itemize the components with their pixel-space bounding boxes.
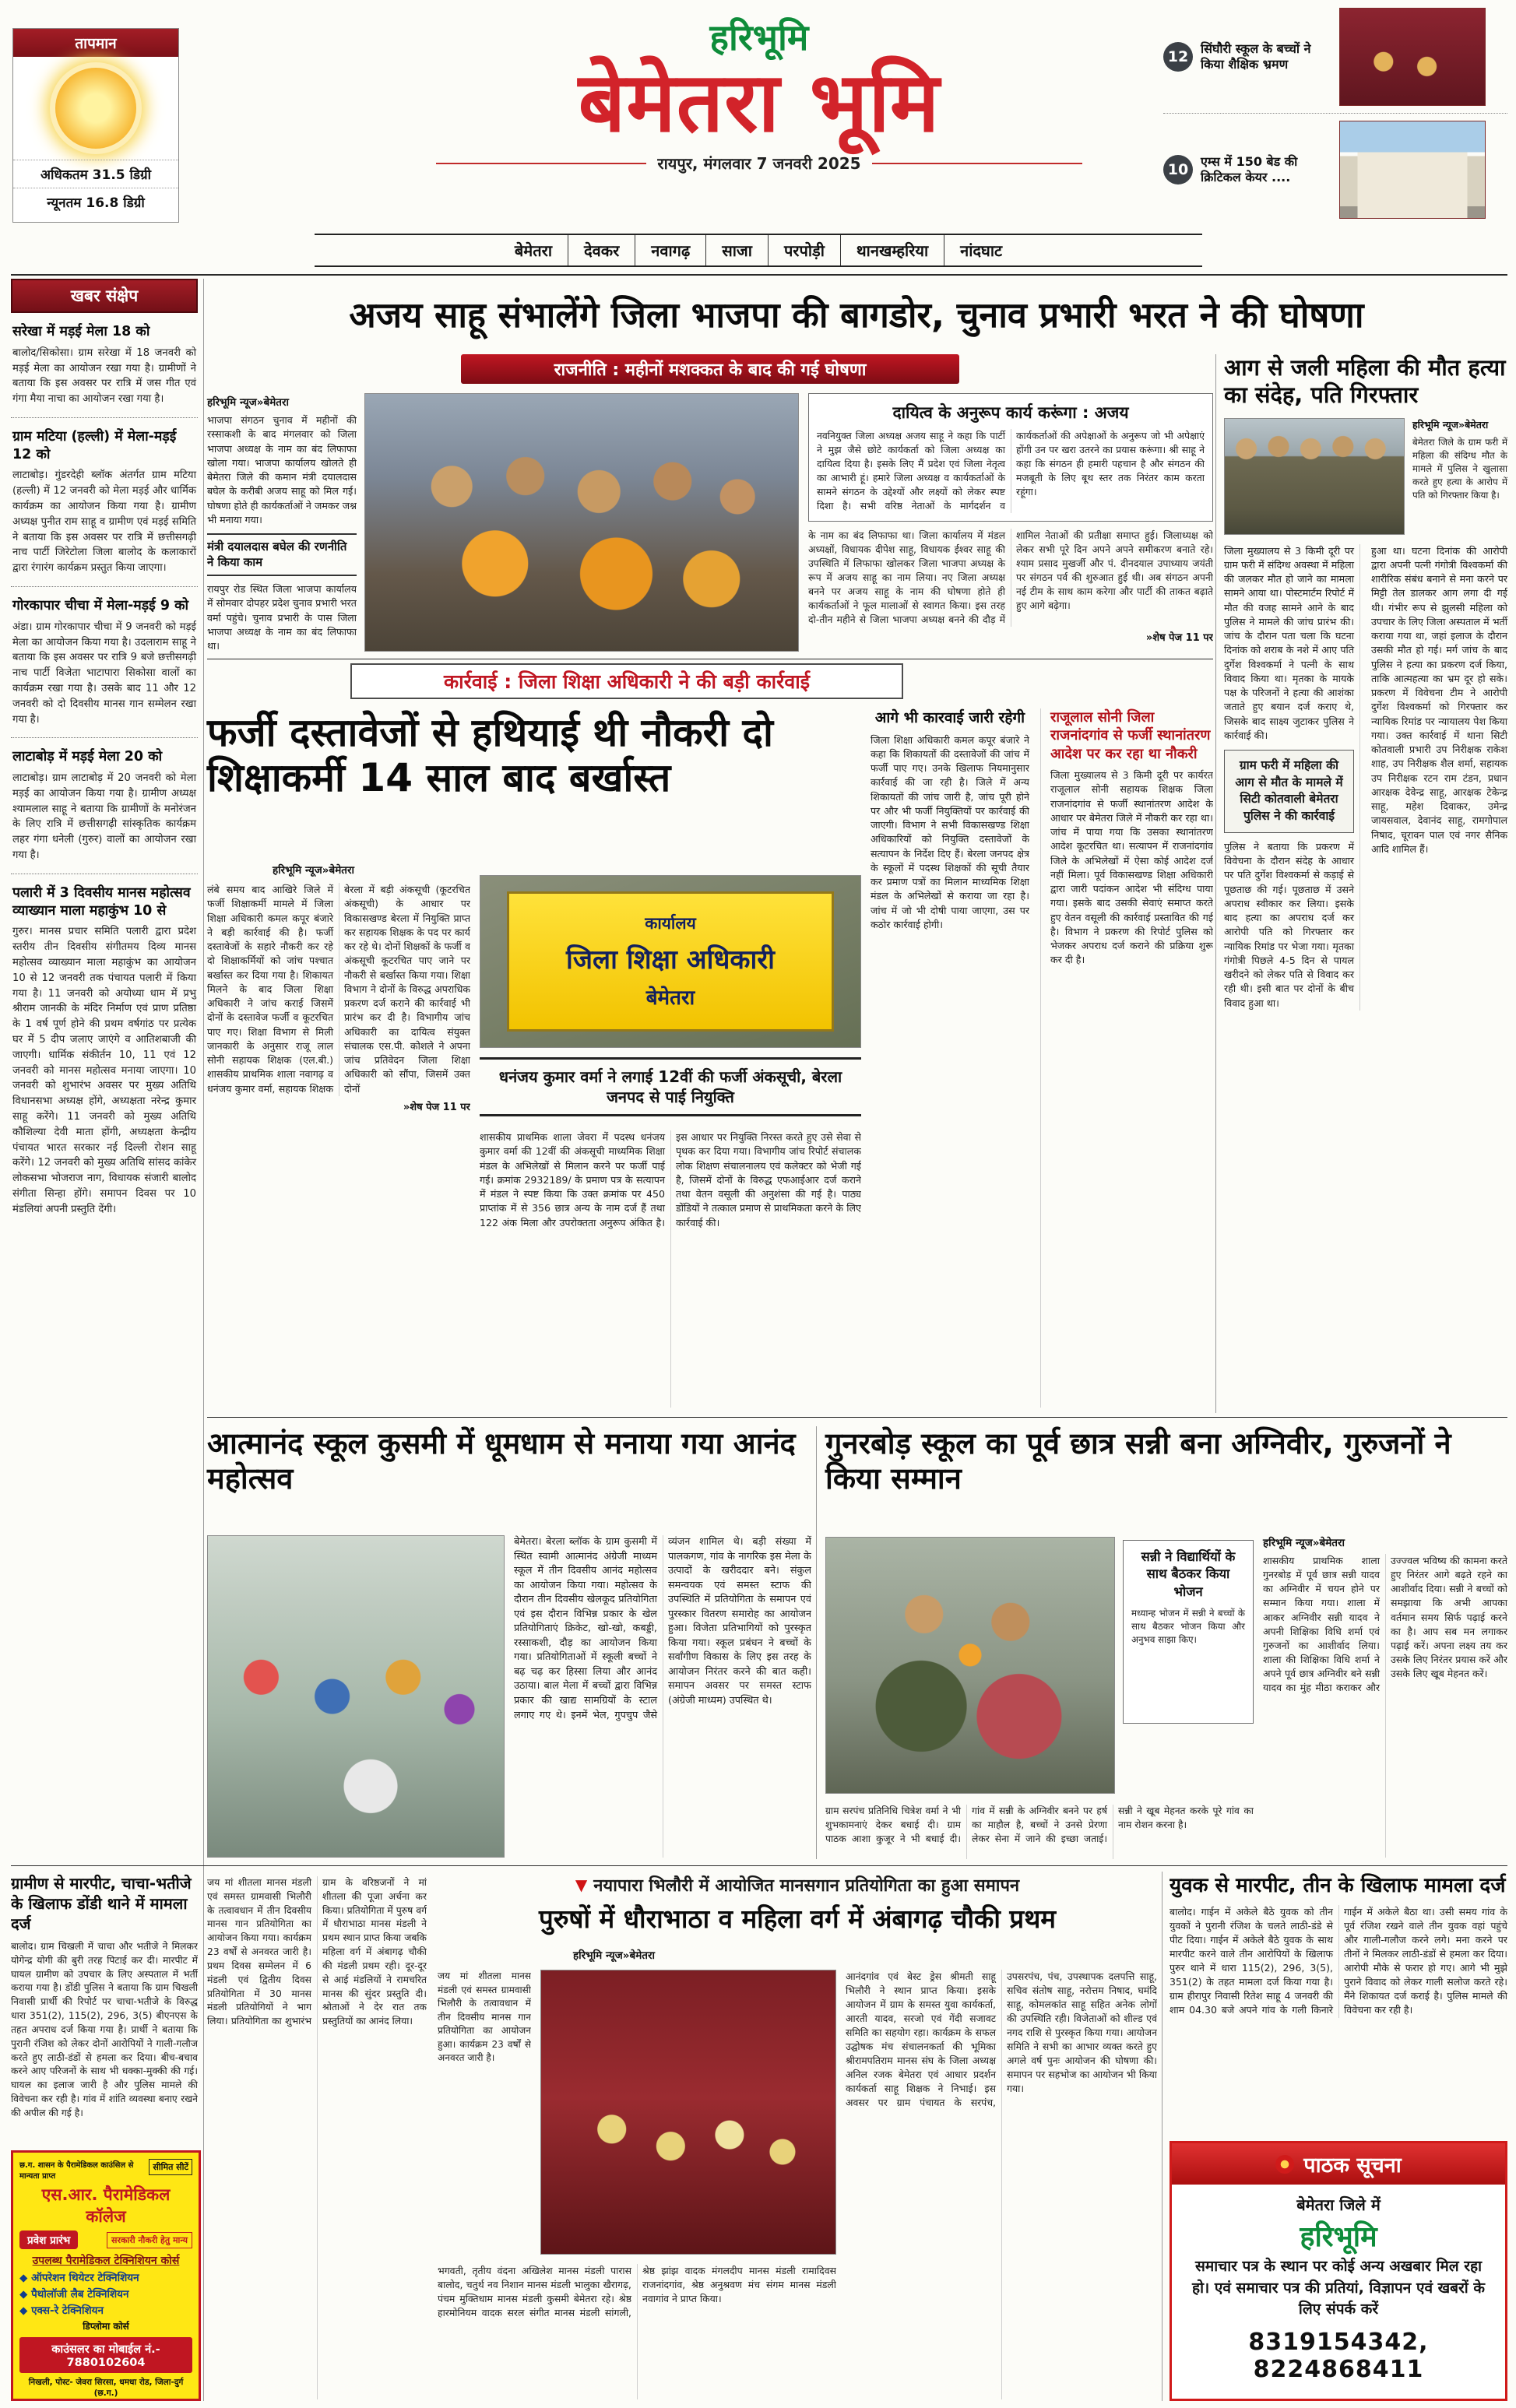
fakedocs-col-b xyxy=(1040,708,1213,1408)
reader-notice[interactable] xyxy=(1170,2141,1507,2401)
manas-byline: हरिभूमि न्यूज»बेमेतरा xyxy=(573,1949,655,1962)
sign-line-2: जिला शिक्षा अधिकारी xyxy=(565,944,775,976)
ad-seats: सीमित सीटें xyxy=(149,2159,192,2175)
notice-header: पाठक सूचना xyxy=(1303,2153,1402,2178)
bottom-column-rule xyxy=(1162,1872,1163,2401)
agniveer-box-note: मध्यान्ह भोजन में सन्नी ने बच्चों के साथ बैठकर भोजन किया और अनुभव साझा किए। xyxy=(1131,1607,1245,1645)
sidebar-rule xyxy=(203,279,204,2401)
location-bar xyxy=(315,234,1202,267)
politics-story xyxy=(207,354,1213,654)
fire-text-columns xyxy=(1224,544,1507,1011)
politics-quote-box xyxy=(808,393,1213,522)
location-item[interactable]: साजा xyxy=(706,235,769,265)
teaser-headline: एम्स में 150 बेड की क्रिटिकल केयर .... xyxy=(1201,154,1298,185)
brief-title: सरेखा में मड़ई मेला 18 को xyxy=(12,324,150,339)
fire-col1-text: जिला मुख्यालय से 3 किमी दूरी पर ग्राम फरी में संदिग्ध अवस्था में महिला की जलकर मौत हो जाने का मामला सामने आया था। पोस्टमार्टम रिपोर्ट में मौत की वजह सामने आने के बाद पुलिस ने मामले की जांच प्रारंभ की। जांच के दौरान पता चला कि घटना दिनांक को शराब के नशे में आए पति दुर्गेश विश्वकर्मा ने पत्नी के साथ विवाद किया था। मृतका के मायके पक्ष के परिजनों ने हत्या की आशंका जताते हुए बयान दर्ज कराए थे, जिसके बाद साक्ष्य जुटाकर पुलिस ने कार्रवाई की। xyxy=(1224,544,1354,741)
fire-col1b-text: पुलिस ने बताया कि प्रकरण में विवेचना के दौरान संदेह के आधार पर पति दुर्गेश विश्वकर्मा से कड़ाई से पूछताछ की गई। पूछताछ में उसने अपराध स्वीकार कर लिया। इसके बाद हत्या का अपराध दर्ज कर आरोपी पति को गिरफ्तार कर न्यायिक रिमांड पर भेजा गया। मृतका गंगोत्री पिछले 4-5 दिन से पायल खरीदने को लेकर पति से विवाद कर रही थी। इसी बात पर दोनों के बीच विवाद हुआ था। xyxy=(1224,840,1354,1009)
ad-course-item: ◆ ऑपरेशन थियेटर टेक्निशियन xyxy=(19,2272,139,2284)
dondi-story xyxy=(11,1873,198,2146)
dondi-headline: ग्रामीण से मारपीट, चाचा-भतीजे के खिलाफ डोंडी थाने में मामला दर्ज xyxy=(11,1874,192,1933)
fire-col-2 xyxy=(1371,544,1507,1011)
bottom-rule xyxy=(11,1865,1507,1866)
fire-column-rule xyxy=(1215,354,1216,1413)
yuvak-story xyxy=(1170,1873,1507,2135)
main-headline: अजय साहू संभालेंगे जिला भाजपा की बागडोर, चुनाव प्रभारी भरत ने की घोषणा xyxy=(349,294,1364,336)
teaser-page-badge: 10 xyxy=(1163,155,1193,185)
ad-admission-badge: प्रवेश प्रारंभ xyxy=(19,2230,78,2249)
notice-text: समाचार पत्र के स्थान पर कोई अन्य अखबार मिल रहा हो। एवं समाचार पत्र की प्रतियां, विज्ञापन एवं खबरों के लिए संपर्क करें xyxy=(1192,2258,1485,2318)
manas-kicker: नयापारा भिलौरी में आयोजित मानसगान प्रतियोगिता का हुआ समापन xyxy=(593,1876,1020,1896)
masthead-rule xyxy=(11,274,1507,276)
politics-box-body: नवनियुक्त जिला अध्यक्ष अजय साहू ने कहा कि पार्टी ने मुझ जैसे छोटे कार्यकर्ता को जिला अध्यक्ष का दायित्व दिया है। इसके लिए मैं प्रदेश एवं जिला नेतृत्व का आभारी हूं। हमारे जिला अध्यक्ष व कार्यकर्ताओं के सामने संगठन के उद्देश्यों और लक्ष्यों को लेकर स्पष्ट दिशा है। सभी वरिष्ठ नेताओं के मार्गदर्शन व कार्यकर्ताओं की अपेक्षाओं के अनुरूप जो भी अपेक्षाएं होंगी उन पर खरा उतरने का प्रयास करूंगा। श्री साहू ने कहा कि संगठन ही हमारी पहचान है और संगठन की मजबूती के लिए बूथ स्तर तक निरंतर काम करता रहूंगा। xyxy=(817,430,1205,511)
brief-body: लाटाबोड़। गुंडरदेही ब्लॉक अंतर्गत ग्राम मटिया (हल्ली) में 12 जनवरी को मेला मड़ई और धार्मिक कार्यक्रम का आयोजन किया गया है। ग्रामीण अध्यक्ष पुनीत राम साहू व ग्रामीण एवं मड़ई समिति ने बताया कि इस अवसर पर रात्रि में छत्तीसगढ़ी नाच पार्टी जिरेटोला जिला बालोद के कलाकारों द्वारा रंगारंग कार्यक्रम प्रस्तुत किया जाएगा। xyxy=(12,469,196,575)
politics-right-area xyxy=(808,393,1213,654)
brief-item[interactable] xyxy=(11,587,198,738)
politics-kicker: राजनीति : महीनों मशक्कत के बाद की गई घोषणा xyxy=(461,354,959,384)
sign-line-1: कार्यालय xyxy=(645,913,696,933)
fire-headline: आग से जली महिला की मौत हत्या का संदेह, पति गिरफ्तार xyxy=(1224,354,1506,408)
location-item[interactable]: नवागढ़ xyxy=(635,235,706,265)
sun-icon xyxy=(55,68,136,149)
fire-photo-row xyxy=(1224,418,1507,535)
agniveer-photo xyxy=(825,1537,1115,1794)
politics-left-column xyxy=(207,413,357,652)
anand-photo xyxy=(207,1535,505,1858)
brief-body: बालोद/सिकोसा। ग्राम सरेखा में 18 जनवरी को मड़ई मेला का आयोजन रखा गया है। ग्रामीणों ने बताया कि इस अवसर पर रात्रि में जस गीत एवं गंगा मैया नाचा का आयोजन रखा गया है। xyxy=(12,346,196,406)
brief-item[interactable] xyxy=(11,418,198,587)
weather-title: तापमान xyxy=(13,29,178,57)
anand-headline: आत्मानंद स्कूल कुसमी में धूमधाम से मनाया गया आनंद महोत्सव xyxy=(207,1426,796,1496)
notice-logo-icon xyxy=(1275,2155,1294,2174)
paramedical-ad[interactable] xyxy=(11,2150,201,2401)
teaser-item[interactable] xyxy=(1163,8,1507,106)
teaser-photo-hospital xyxy=(1339,121,1486,219)
notice-brand: हरिभूमि xyxy=(1300,2221,1377,2253)
agniveer-headline: गुनरबोड़ स्कूल का पूर्व छात्र सन्नी बना अग्निवीर, गुरुजनों ने किया सम्मान xyxy=(825,1426,1451,1496)
notice-header-bar xyxy=(1172,2143,1505,2185)
location-item[interactable]: थानखम्हरिया xyxy=(841,235,944,265)
teaser-page-badge: 12 xyxy=(1163,42,1193,72)
brief-title: ग्राम मटिया (हल्ली) में मेला-मड़ई 12 को xyxy=(12,428,177,462)
paper-title: बेमेतरा भूमि xyxy=(578,54,941,150)
fire-highlight: ग्राम फरी में महिला की आग से मौत के मामले में सिटी कोतवाली बेमेतरा पुलिस ने की कार्रवाई xyxy=(1224,750,1354,833)
fakedocs-left-text: लंबे समय बाद आखिरे जिले में फर्जी शिक्षाकर्मी मामले में जिला शिक्षा अधिकारी कमल कपूर बंजारे ने बड़ी कार्रवाई की है। फर्जी दस्तावेजों के सहारे नौकरी कर रहे दो शिक्षाकर्मियों को जांच पश्चात बर्खास्त कर दिया गया है। शिकायत मिलने के बाद जिला शिक्षा अधिकारी ने जांच कराई जिसमें दोनों के दस्तावेज फर्जी व कूटरचित पाए गए। शिक्षा विभाग से मिली जानकारी के अनुसार राजू लाल सोनी सहायक शिक्षक (एल.बी.) शासकीय प्राथमिक शाला नवागढ़ व धनंजय कुमार वर्मा, सहायक शिक्षक बेरला में बड़ी अंकसूची (कूटरचित अंकसूची) के आधार पर विकासखण्ड बेरला में नियुक्ति प्राप्त कर सहायक शिक्षक के पद पर कार्य कर रहे थे। दोनों शिक्षकों के फर्जी व अंकसूची कूटरचित पाए जाने पर नौकरी से बर्खास्त किया गया। शिक्षा विभाग ने दोनों के विरुद्ध अपराधिक प्रकरण दर्ज कराने की कार्रवाई भी प्रारंभ कर दी है। विभागीय जांच अधिकारी का दायित्व संयुक्त संचालक एस.पी. कोशले ने अपना जांच प्रतिवेदन जिला शिक्षा अधिकारी को सौंपा, जिसमें उक्त दोनों xyxy=(207,884,470,1095)
fire-side-text: बेमेतरा जिले के ग्राम फरी में महिला की संदिग्ध मौत के मामले में पुलिस ने खुलासा करते हुए हत्या के आरोप में पति को गिरफ्तार किया है। xyxy=(1412,436,1507,501)
politics-box-title: दायित्व के अनुरूप कार्य करूंगा : अजय xyxy=(892,403,1129,422)
brief-body: अंडा। ग्राम गोरकापार चीचा में 9 जनवरी को मड़ई मेला का आयोजन किया गया है। उदलाराम साहू ने बताया कि इस अवसर पर रात्रि 9 बजे छत्तीसगढ़ी नाच पार्टी विजेता भाटापारा सिकोसा वालों का कार्यक्रम रखा गया है। उसके बाद 11 और 12 जनवरी को दो दिवसीय मानस गान सम्मेलन रखा गया है। xyxy=(12,620,196,726)
agniveer-box-title: सन्नी ने विद्यार्थियों के साथ बैठकर किया भोजन xyxy=(1141,1549,1236,1599)
fakedocs-continued[interactable]: »शेष पेज 11 पर xyxy=(403,1101,470,1113)
weather-max: अधिकतम 31.5 डिग्री xyxy=(13,160,178,188)
ad-course-item: ◆ पैथोलॉजी लैब टेक्निशियन xyxy=(19,2288,129,2301)
fakedocs-col-a-text: जिला शिक्षा अधिकारी कमल कपूर बंजारे ने कहा कि शिकायतों की दस्तावेजों की जांच में फर्जी पाए गए। उनके खिलाफ नियमानुसार कार्रवाई की जा रही है। जिले में अन्य शिकायतों की जांच जारी है, जांच पूरी होने पर और भी फर्जी नियुक्तियों पर कार्रवाई की जाएगी। विभाग ने सभी विकासखण्ड शिक्षा अधिकारियों को नियुक्ति दस्तावेजों के सत्यापन के निर्देश दिए हैं। बेरला जनपद क्षेत्र के स्कूलों में पदस्थ शिक्षकों की सूची तैयार कर प्रमाण पत्रों का मिलान माध्यमिक शिक्षा मंडल के अभिलेखों से कराया जा रहा है। जांच में जो भी दोषी पाया जाएगा, उस पर कठोर कार्रवाई होगी। xyxy=(871,733,1029,930)
location-item[interactable]: परपोड़ी xyxy=(769,235,841,265)
fire-photo xyxy=(1224,418,1405,535)
teaser-block xyxy=(1163,8,1507,219)
brief-title: पलारी में 3 दिवसीय मानस महोत्सव व्याख्यान माला महाकुंभ 10 से xyxy=(12,884,191,919)
yuvak-headline: युवक से मारपीट, तीन के खिलाफ मामला दर्ज xyxy=(1170,1874,1506,1897)
brief-body: लाटाबोड़। ग्राम लाटाबोड़ में 20 जनवरी को मेला मड़ई का आयोजन किया गया है। ग्रामीण अध्यक्ष श्यामलाल साहू ने बताया कि ग्रामीणों के मनोरंजन के लिए रात्रि में छत्तीसगढ़ी सांस्कृतिक कार्यक्रम लहर गंगा धनेली (गुरुर) वालों का आयोजन रखा गया है। xyxy=(12,772,196,862)
agniveer-body-2: ग्राम सरपंच प्रतिनिधि चित्रेश वर्मा ने भी शुभकामनाएं देकर बधाई दी। ग्राम पाठक आशा कुजूर ने भी बधाई दी। गांव में सन्नी के अग्निवीर बनने पर हर्ष का माहौल है, बच्चों ने उनसे प्रेरणा लेकर सेना में जाने की इच्छा जताई। सन्नी ने खूब मेहनत करके पूरे गांव का नाम रोशन करना है। xyxy=(825,1805,1254,1844)
dateline-row xyxy=(436,153,1082,174)
notice-phones[interactable]: 8319154342, 8224868411 xyxy=(1248,2328,1429,2383)
politics-photo xyxy=(364,393,799,652)
briefs-header: खबर संक्षेप xyxy=(11,279,198,313)
manas-left-strip: जय मां शीतला मानस मंडली एवं समस्त ग्रामवासी भिलौरी के तत्वावधान में तीन दिवसीय मानस गान प्रतियोगिता का आयोजन किया गया। कार्यक्रम 23 वर्षों से अनवरत जारी है। प्रथम दिवस सम्मेलन में 6 मंडली एवं द्वितीय दिवस प्रतियोगिता में 30 मानस मंडली प्रतियोगियों ने भाग लिया। प्रतियोगिता का शुभारंभ ग्राम के वरिष्ठजनों ने मां शीतला की पूजा अर्चना कर किया। प्रतियोगिता में पुरुष वर्ग में धौराभाठा मानस मंडली ने प्रथम स्थान प्राप्त किया जबकि महिला वर्ग में अंबागढ़ चौकी की मंडली प्रथम रही। दूर-दूर से आई मंडलियों ने रामचरित मानस की सुंदर प्रस्तुति दी। श्रोताओं ने देर रात तक प्रस्तुतियों का आनंद लिया। xyxy=(207,1877,427,2027)
manas-headline: पुरुषों में धौराभाठा व महिला वर्ग में अंबागढ़ चौकी प्रथम xyxy=(538,1904,1057,1934)
brief-title: गोरकापार चीचा में मेला-मड़ई 9 को xyxy=(12,598,189,614)
ad-approval: छ.ग. शासन के पैरामेडिकल काउंसिल से मान्यता प्राप्त xyxy=(19,2161,134,2181)
anand-story xyxy=(207,1426,811,1861)
politics-subhead: मंत्री दयालदास बघेल की रणनीति ने किया काम xyxy=(207,533,357,576)
politics-text-1: भाजपा संगठन चुनाव में महीनों की रस्साकशी के बाद मंगलवार को जिला भाजपा अध्यक्ष के नाम का बंद लिफाफा खोला गया। भाजपा कार्यालय खोलते ही बेमेतरा जिले की कमान मंत्री दयालदास बघेल के करीबी अजय साहू को मिल गई। घोषणा होते ही कार्यकर्ताओं ने जमकर जश्न भी मनाया गया। xyxy=(207,414,357,526)
mid-column-rule xyxy=(816,1426,817,1859)
ad-govt-note: सरकारी नौकरी हेतु मान्य xyxy=(107,2232,192,2248)
fakedocs-byline: हरिभूमि न्यूज»बेमेतरा xyxy=(273,864,354,877)
mid-rule xyxy=(207,1417,1507,1418)
fire-col2-text: हुआ था। घटना दिनांक की आरोपी द्वारा अपनी पत्नी गंगोत्री विश्वकर्मा की शारीरिक संबंध बनाने से मना करने पर मिट्टी तेल डालकर आग लगा दी गई थी। गंभीर रूप से झुलसी महिला को उपचार के लिए जिला अस्पताल में भर्ती कराया गया था, जहां इलाज के दौरान उसकी मौत हो गई। मर्ग जांच के बाद पुलिस ने हत्या का प्रकरण दर्ज किया, ताकि आत्महत्या का भ्रम दूर हो सके। प्रकरण में विवेचना टीम ने आरोपी दुर्गेश विश्वकर्मा को गिरफ्तार कर न्यायिक रिमांड पर न्यायालय पेश किया गया। उक्त कार्रवाई में थाना सिटी कोतवाली प्रभारी उप निरीक्षक राकेश शाह, उप निरीक्षक शैल शर्मा, सहायक उप निरीक्षक रटन राम टंडन, प्रधान आरक्षक देवेन्द्र साहू, आरक्षक टेकेन्द्र साहू, महेश दिवाकर, उमेन्द्र जायसवाल, देवानंद साहू, रामगोपाल निषाद, चूरावन पाल एवं नगर सैनिक आदि शामिल हैं। xyxy=(1371,544,1507,855)
manas-bottom-columns: भगवती, तृतीय वंदना अखिलेश मानस मंडली पारास बालोद, चतुर्थ नव निशान मानस मंडली भालुका खैरागढ़, पंचम मुक्तिधाम मानस मंडली कुसमी बेमेतरा रहे। श्रेष्ठ हारमोनियम वादक सरल संगीत मानस मंडली सांगली, श्रेष्ठ झांझ वादक मंगलदीप मानस मंडली रामादिवस राजनांदगांव, श्रेष्ठ अनुश्रवण मंच संगम मानस मंडली नवागांव ने प्राप्त किया। xyxy=(438,2265,836,2318)
teaser-photo-school xyxy=(1339,8,1486,106)
location-item[interactable]: देवकर xyxy=(568,235,635,265)
agniveer-side-box xyxy=(1123,1540,1254,1724)
manas-photo xyxy=(540,1970,836,2255)
teaser-divider xyxy=(1163,113,1507,114)
weather-min: न्यूनतम 16.8 डिग्री xyxy=(13,188,178,216)
office-sign-board xyxy=(507,891,834,1032)
brief-body: गुरुर। मानस प्रचार समिति पलारी द्वारा प्रदेश स्तरीय तीन दिवसीय संगीतमय दिव्य मानस महोत्सव व्याख्यान माला महाकुंभ का आयोजन 10 से 12 जनवरी तक पंचायत पलारी में किया गया है। 11 जनवरी को अयोध्या धाम में प्रभु श्रीराम जानकी के मंदिर निर्माण एवं प्राण प्रतिष्ठा के 1 वर्ष पूर्ण होने की प्रथम वर्षगांठ पर प्रत्येक घर में 5 दीप जलाए जाएंगे व आतिशबाजी की जाएगी। धार्मिक संकीर्तन 10, 11 एवं 12 जनवरी को मानस महोत्सव मनाया जाएगा। 10 जनवरी को शुभारंभ अवसर पर मुख्य अतिथि विधानसभा अध्यक्ष होंगे, अध्यक्षता नरेन्द्र कुमार साहू करेंगे। 11 जनवरी को मुख्य अतिथि कौशिल्या देवी माता होंगी, अध्यक्षता केन्द्रीय पंचायत भारत सरकार नई दिल्ली रोशन साहू करेंगे। 12 जनवरी को मुख्य अतिथि सांसद कांकेर लोकसभा भोजराज नाग, विधायक संजारी बालोद संगीता सिन्हा होंगे। समापन दिवस पर 10 मंडलियां अपनी प्रस्तुति देंगी। xyxy=(12,926,196,1215)
anand-body: बेमेतरा। बेरला ब्लॉक के ग्राम कुसमी में स्थित स्वामी आत्मानंद अंग्रेजी माध्यम स्कूल में तीन दिवसीय आनंद महोत्सव का आयोजन किया गया। महोत्सव के दौरान तीन दिवसीय खेलकूद प्रतियोगिता एवं इस दौरान विभिन्न प्रकार के खेल प्रतियोगिताएं क्रिकेट, खो-खो, कबड्डी, रस्साकशी, दौड़ का आयोजन किया गया। प्रतियोगिताओं में स्कूली बच्चों ने बढ़ चढ़ कर हिस्सा लिया और आनंद उठाया। बाल मेला में बच्चों द्वारा विभिन्न प्रकार की खाद्य सामग्रियों के स्टाल लगाए गए थे। इनमें भेल, गुपचुप जैसे व्यंजन शामिल थे। बड़ी संख्या में पालकगण, गांव के नागरिक इस मेला के उत्पादों के खरीददार बने। संकुल समन्वयक एवं समस्त स्टाफ की उपस्थिति में प्रतियोगिता के समापन एवं पुरस्कार वितरण समारोह का आयोजन हुआ। विजेता प्रतिभागियों को पुरस्कृत किया गया। स्कूल प्रबंधन ने बच्चों के सर्वांगीण विकास के लिए इस तरह के आयोजन निरंतर करने की बात कही। समापन अवसर पर समस्त स्टाफ (अंग्रेजी माध्यम) उपस्थित थे। xyxy=(514,1536,811,1721)
brief-title: लाटाबोड़ में मड़ई मेला 20 को xyxy=(12,749,163,765)
ad-address: निखली, पोस्ट- जेवरा सिरसा, धमधा रोड, जिला-दुर्ग (छ.ग.) xyxy=(28,2378,184,2398)
fakedocs-subhead: धनंजय कुमार वर्मा ने लगाई 12वीं की फर्जी अंकसूची, बेरला जनपद से पाई नियुक्ति xyxy=(480,1057,861,1116)
agniveer-story xyxy=(825,1426,1507,1861)
politics-right-text: के नाम का बंद लिफाफा था। जिला कार्यालय में मंडल अध्यक्षों, विधायक दीपेश साहू, विधायक ईश्वर साहू की उपस्थिति में लिफाफा खोलकर जिला भाजपा अध्यक्ष के रूप में अजय साहू का नाम लिया। नए जिला अध्यक्ष बनने पर अजय साहू के नाम की घोषणा होते ही कार्यकर्ताओं ने फूल मालाओं से स्वागत किया। इस तरह दो-तीन महीने से जिला भाजपा अध्यक्ष बनने की दौड़ में शामिल नेताओं की प्रतीक्षा समाप्त हुई। जिलाध्यक्ष को लेकर सभी पूरे दिन अपने अपने समीकरण बनाते रहे। श्याम प्रसाद मुखर्जी और पं. दीनदयाल उपाध्याय जयंती पर संगठन पर्व की शुरुआत हुई थी। अब संगठन अपनी नई टीम के साथ काम करेगा और पार्टी की ताकत बढ़ाते हुए आगे बढ़ेगा। xyxy=(808,529,1213,625)
agniveer-byline: हरिभूमि न्यूज»बेमेतरा xyxy=(1263,1537,1345,1549)
fire-story xyxy=(1224,354,1507,1411)
fakedocs-story xyxy=(207,663,1213,1412)
fakedocs-kicker: कार्रवाई : जिला शिक्षा अधिकारी ने की बड़ी कार्रवाई xyxy=(350,663,903,699)
notice-line-1: बेमेतरा जिले में xyxy=(1296,2195,1381,2214)
dondi-body: बालोद। ग्राम चिखली में चाचा और भतीजे ने मिलकर योगेन्द्र योगी की बुरी तरह पिटाई कर दी। मारपीट में घायल ग्रामीण को उपचार के लिए अस्पताल में भर्ती कराया गया है। डोंडी पुलिस ने बताया कि ग्राम चिखली निवासी प्रार्थी की रिपोर्ट पर चाचा-भतीजे के विरुद्ध धारा 351(2), 115(2), 296, 3(5) बीएनएस के तहत अपराध दर्ज किया गया है। प्रार्थी ने बताया कि पुरानी रंजिश को लेकर दोनों आरोपियों ने गाली-गलौज करते हुए लाठी-डंडों से हमला कर दिया। बीच-बचाव करने आए परिजनों के साथ भी धक्का-मुक्की की गई। घायल का इलाज जारी है और पुलिस मामले की विवेचना कर रही है। गांव में शांति व्यवस्था बनाए रखने की अपील की गई है। xyxy=(11,1941,198,2118)
fakedocs-col-a-head: आगे भी कारवाई जारी रहेगी xyxy=(874,709,1025,726)
brief-item[interactable] xyxy=(11,738,198,874)
brand-logo: हरिभूमि xyxy=(709,16,809,58)
sign-line-3: बेमेतरा xyxy=(645,986,695,1010)
fakedocs-bottom-text: शासकीय प्राथमिक शाला जेवरा में पदस्थ धनंजय कुमार वर्मा की 12वीं की अंकसूची माध्यमिक शिक्षा मंडल के अभिलेखों से मिलान करने पर फर्जी पाई गई। क्रमांक 2932189/ के प्रमाण पत्र के सत्यापन में मंडल ने स्पष्ट किया कि उक्त क्रमांक पर 450 प्राप्तांक में से 356 छात्र अन्य के नाम दर्ज हैं तथा 122 अंक मिला और उपरोक्तता अनुरूप अंकित है। इस आधार पर नियुक्ति निरस्त करते हुए उसे सेवा से पृथक कर दिया गया। विभागीय जांच रिपोर्ट संचालक लोक शिक्षण संचालनालय एवं कलेक्टर को भेजी गई है, जिसमें दोनों के विरुद्ध एफआईआर दर्ज कराने तथा वेतन वसूली की अनुशंसा की गई है। पाठ्य डोंडियों ने तत्काल प्रमाण से प्राथमिकता करने के लिए कार्रवाई की। xyxy=(480,1131,861,1229)
ad-course-item: ◆ एक्स-रे टेक्निशियन xyxy=(19,2304,104,2317)
brief-item[interactable] xyxy=(11,874,198,1228)
manas-story xyxy=(207,1873,1159,2401)
ad-title: एस.आर. पैरामेडिकल कॉलेज xyxy=(41,2185,171,2226)
fakedocs-sign-photo xyxy=(480,875,861,1048)
politics-text-2: रायपुर रोड स्थित जिला भाजपा कार्यालय में सोमवार दोपहर प्रदेश चुनाव प्रभारी भरत वर्मा पहुंचे। चुनाव प्रभारी के पास जिला भाजपा अध्यक्ष के नाम का बंद लिफाफा था। xyxy=(207,583,357,652)
dateline-rule-left xyxy=(436,163,646,164)
fakedocs-col-b-head: राजूलाल सोनी जिला राजनांदगांव से फर्जी स्थानांतरण आदेश पर कर रहा था नौकरी xyxy=(1050,709,1211,762)
brief-item[interactable] xyxy=(11,313,198,418)
dateline-rule-right xyxy=(872,163,1082,164)
politics-continued[interactable]: »शेष पेज 11 पर xyxy=(1145,631,1213,644)
yuvak-body: बालोद। गाईन में अकेले बैठे युवक को तीन युवकों ने पुरानी रंजिश के चलते लाठी-डंडे से पीट दिया। गाईन में अकेले बैठे युवक के साथ मारपीट करने वाले तीन आरोपियों के खिलाफ पुरुर थाने में धारा 115(2), 296, 3(5), 351(2) के तहत मामला दर्ज किया गया है। ग्राम हीरापुर निवासी रितेश साहू 4 जनवरी की शाम 04.30 बजे अपने गांव के गली किनारे गाईन में अकेले बैठा था। उसी समय गांव के पूर्व रंजिश रखने वाले तीन युवक वहां पहुंचे और गाली-गलौज करने लगे। मना करने पर तीनों ने मिलकर लाठी-डंडों से हमला कर दिया। आरोपी मौके से फरार हो गए। आगे भी मुझे पुराने विवाद को लेकर गाली सलोज करते रहे। मैंने शिकायत दर्ज कराई है। पुलिस मामले की विवेचना कर रही है। xyxy=(1170,1905,1507,2016)
masthead-brand-block xyxy=(436,12,1082,174)
ad-courses-head: उपलब्ध पैरामेडिकल टेक्निशियन कोर्स xyxy=(32,2255,180,2267)
ad-diploma-note: डिप्लोमा कोर्स xyxy=(83,2321,129,2332)
teaser-item[interactable] xyxy=(1163,121,1507,219)
flag-icon: ▼ xyxy=(575,1875,588,1894)
fakedocs-col-a xyxy=(871,708,1029,1408)
manas-mid-column: जय मां शीतला मानस मंडली एवं समस्त ग्रामवासी भिलौरी के तत्वावधान में तीन दिवसीय मानस गान प्रतियोगिता का आयोजन हुआ। कार्यक्रम 23 वर्षों से अनवरत जारी है। xyxy=(438,1970,531,2064)
ad-phone[interactable]: काउंसलर का मोबाईल नं.- 7880102604 xyxy=(19,2337,192,2373)
briefs-sidebar xyxy=(11,279,198,1862)
manas-right-columns: आनंदगांव एवं बेस्ट ड्रेस श्रीमती साहू भिलौरी ने स्थान प्राप्त किया। इसके आयोजन में ग्राम के समस्त युवा कार्यकर्ता, आरती यादव, सरजो एवं गेंदी सजावट समिति का सहयोग रहा। कार्यक्रम के सफल उद्घोषक मंच संचालनकर्ता की भूमिका श्रीरामपतिराम मानस संघ के जिला अध्यक्ष अनिल रजक बेमेतरा एवं आधार प्रदर्शन कार्यकर्ता साहू शिक्षक ने निभाई। इस अवसर पर ग्राम पंचायत के सरपंच, उपसरपंच, पंच, उपस्थापक दलपत्ति साहू, सचिव संतोष साहू, नरोत्तम निषाद, घमंदि साहू, कोमलकांत साहू सहित अनेक लोगों की उपस्थिति रही। विजेताओं को शील्ड एवं नगद राशि से पुरस्कृत किया गया। आयोजन समिति ने सभी का आभार व्यक्त करते हुए अगले वर्ष पुनः आयोजन की घोषणा की। समापन पर सहभोज का आयोजन भी किया गया। xyxy=(846,1970,1157,2108)
fakedocs-col-b-text: जिला मुख्यालय से 3 किमी दूरी पर कार्यरत राजूलाल सोनी सहायक शिक्षक जिला राजनांदगांव से फर्जी स्थानांतरण आदेश के आधार पर बेमेतरा जिले में नौकरी कर रहा था। जांच में पाया गया कि उसका स्थानांतरण आदेश कूटरचित था। सत्यापन में राजनांदगांव जिले के अभिलेखों में ऐसा कोई आदेश दर्ज नहीं मिला। पूर्व विकासखण्ड शिक्षा अधिकारी द्वारा जारी पदांकन आदेश भी संदिग्ध पाया गया। इसके बाद उसकी सेवाएं समाप्त करते हुए वेतन वसूली की कार्रवाई प्रस्तावित की गई है। विभाग ने प्रकरण की रिपोर्ट पुलिस को भेजकर अपराध दर्ज कराने की प्रक्रिया शुरू कर दी है। xyxy=(1050,769,1213,966)
fakedocs-headline: फर्जी दस्तावेजों से हथियाई थी नौकरी दो शिक्षाकर्मी 14 साल बाद बर्खास्त xyxy=(207,710,773,800)
agniveer-body: शासकीय प्राथमिक शाला गुनरबोड़ में पूर्व छात्र सन्नी यादव का अग्निवीर में चयन होने पर सम्मान किया गया। शाला में आकर अग्निवीर सन्नी यादव ने अपनी शिक्षिका विधि शर्मा एवं गुरुजनों का आशीर्वाद लिया। शाला की शिक्षिका विधि शर्मा ने अपने पूर्व छात्र अग्निवीर बने सन्नी यादव का मुंह मीठा कराकर और उज्ज्वल भविष्य की कामना करते हुए निरंतर आगे बढ़ते रहने का आशीर्वाद दिया। सन्नी ने बच्चों को समझाया कि अभी आपका वर्तमान समय सिर्फ पढ़ाई करने का है। आप सब मन लगाकर पढ़ाई करें। अपना लक्ष्य तय कर उसके लिए निरंतर प्रयास करें और उसके लिए खूब मेहनत करें। xyxy=(1263,1555,1507,1694)
fire-photo-side xyxy=(1412,418,1507,535)
dateline: रायपुर, मंगलवार 7 जनवरी 2025 xyxy=(657,154,861,174)
teaser-headline: सिंघौरी स्कूल के बच्चों ने किया शैक्षिक भ्रमण xyxy=(1201,41,1311,72)
politics-byline: हरिभूमि न्यूज»बेमेतरा xyxy=(207,396,289,409)
manas-kicker-row xyxy=(438,1873,1157,1897)
fire-col-1 xyxy=(1224,544,1360,1011)
fire-byline: हरिभूमि न्यूज»बेमेतरा xyxy=(1412,418,1489,431)
location-item[interactable]: बेमेतरा xyxy=(499,235,568,265)
weather-box xyxy=(12,28,179,223)
location-item[interactable]: नांदघाट xyxy=(960,241,1003,260)
fakedocs-left-column xyxy=(207,883,470,1403)
